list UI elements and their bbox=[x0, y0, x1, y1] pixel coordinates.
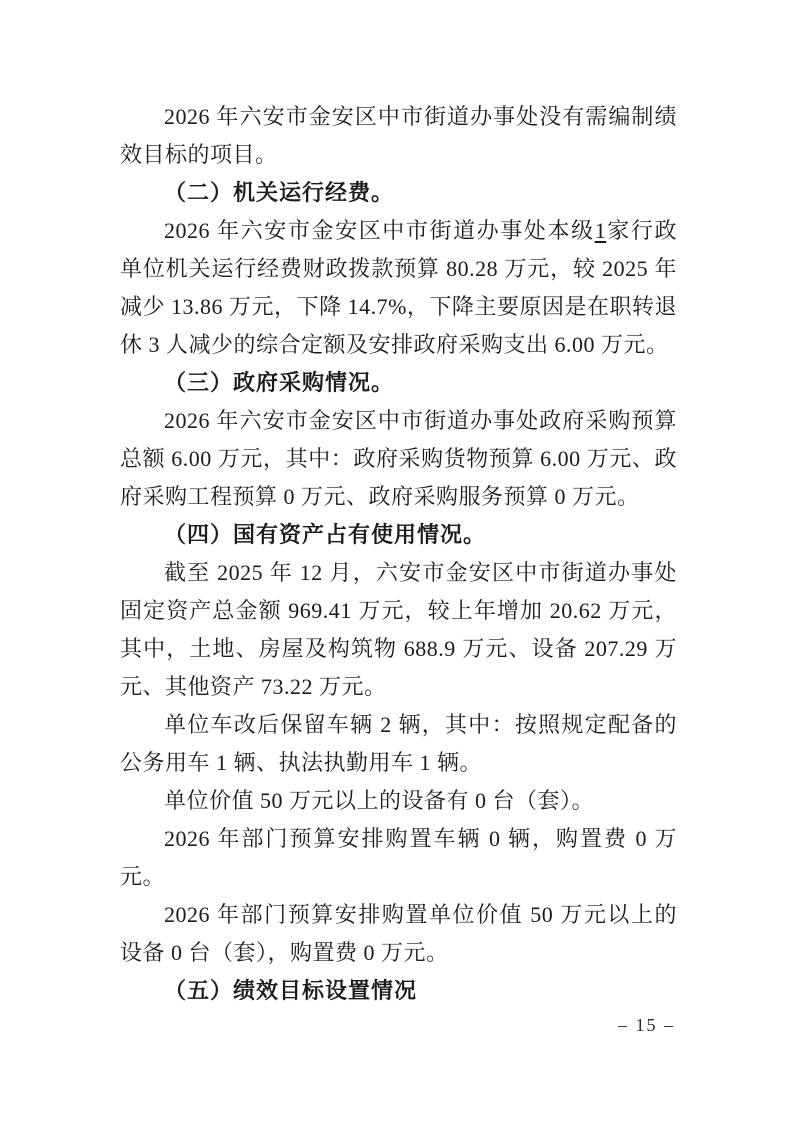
underlined-unit-count: 1 bbox=[594, 218, 607, 243]
paragraph-segment-pre: 2026 年六安市金安区中市街道办事处本级 bbox=[164, 218, 595, 243]
heading-section-3-government-procurement: （三）政府采购情况。 bbox=[164, 370, 395, 395]
paragraph-procurement-detail: 2026 年六安市金安区中市街道办事处政府采购预算总额 6.00 万元，其中：政府采购货物预算 6.00 万元、政府采购工程预算 0 万元、政府采购服务预算 0 万元。 bbox=[120, 408, 677, 509]
heading-section-5-performance-targets: （五）绩效目标设置情况 bbox=[164, 978, 418, 1003]
heading-section-2-operating-expenses: （二）机关运行经费。 bbox=[164, 180, 395, 205]
paragraph-fixed-assets-detail: 截至 2025 年 12 月，六安市金安区中市街道办事处固定资产总金额 969.41 万元，较上年增加 20.62 万元，其中，土地、房屋及构筑物 688.9 万元、设备 207.29 万元、其他资产 73.22 万元。 bbox=[120, 560, 677, 699]
heading-section-4-state-assets: （四）国有资产占有使用情况。 bbox=[164, 522, 487, 547]
paragraph-operating-expenses-detail bbox=[120, 212, 677, 364]
document-body bbox=[120, 98, 677, 1010]
paragraph-vehicle-purchase-budget: 2026 年部门预算安排购置车辆 0 辆，购置费 0 万元。 bbox=[120, 826, 677, 889]
page-number: – 15 – bbox=[618, 1015, 675, 1035]
paragraph-retained-vehicles: 单位车改后保留车辆 2 辆，其中：按照规定配备的公务用车 1 辆、执法执勤用车 1 辆。 bbox=[120, 712, 677, 775]
paragraph-no-performance-projects: 2026 年六安市金安区中市街道办事处没有需编制绩效目标的项目。 bbox=[120, 104, 677, 167]
paragraph-equipment-over-500k: 单位价值 50 万元以上的设备有 0 台（套）。 bbox=[164, 788, 595, 813]
paragraph-equipment-purchase-budget: 2026 年部门预算安排购置单位价值 50 万元以上的设备 0 台（套），购置费 0 万元。 bbox=[120, 902, 677, 965]
paragraph-segment-post: 家行政单位机关运行经费财政拨款预算 80.28 万元，较 2025 年减少 13.86 万元，下降 14.7%，下降主要原因是在职转退休 3 人减少的综合定额及安排政府采购支出 6.00 万元。 bbox=[120, 218, 677, 357]
